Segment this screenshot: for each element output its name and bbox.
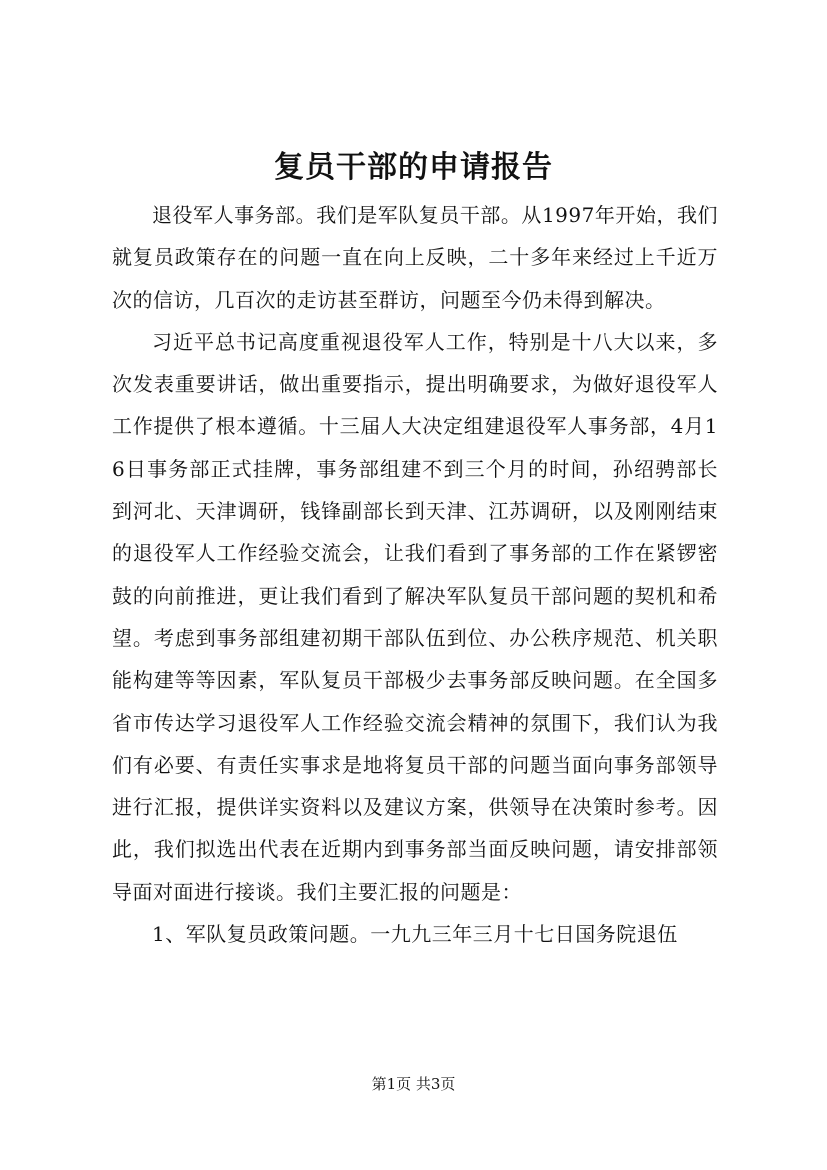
body-paragraph-1: 退役军人事务部。我们是军队复员干部。从1997年开始，我们就复员政策存在的问题一直在向上反映，二十多年来经过上千近万次的信访，几百次的走访甚至群访，问题至今仍未得到解决。 bbox=[112, 203, 718, 312]
document-title: 复员干部的申请报告 bbox=[274, 150, 553, 185]
page-footer: 第1页 共3页 bbox=[371, 1075, 456, 1093]
body-paragraph-2: 习近平总书记高度重视退役军人工作，特别是十八大以来，多次发表重要讲话，做出重要指示，提出明确要求，为做好退役军人工作提供了根本遵循。十三届人大决定组建退役军人事务部，4月16日事务部正式挂牌，事务部组建不到三个月的时间，孙绍骋部长到河北、天津调研，钱锋副部长到天津、江苏调研，以及刚刚结束的退役军人工作经验交流会，让我们看到了事务部的工作在紧锣密鼓的向前推进，更让我们看到了解决军队复员干部问题的契机和希望。考虑到事务部组建初期干部队伍到位、办公秩序规范、机关职能构建等等因素，军队复员干部极少去事务部反映问题。在全国多省市传达学习退役军人工作经验交流会精神的氛围下，我们认为我们有必要、有责任实事求是地将复员干部的问题当面向事务部领导进行汇报，提供详实资料以及建议方案，供领导在决策时参考。因此，我们拟选出代表在近期内到事务部当面反映问题，请安排部领导面对面进行接谈。我们主要汇报的问题是： bbox=[112, 329, 718, 904]
body-paragraph-3: 1、军队复员政策问题。一九九三年三月十七日国务院退伍 bbox=[152, 922, 678, 947]
document-body bbox=[112, 194, 718, 955]
